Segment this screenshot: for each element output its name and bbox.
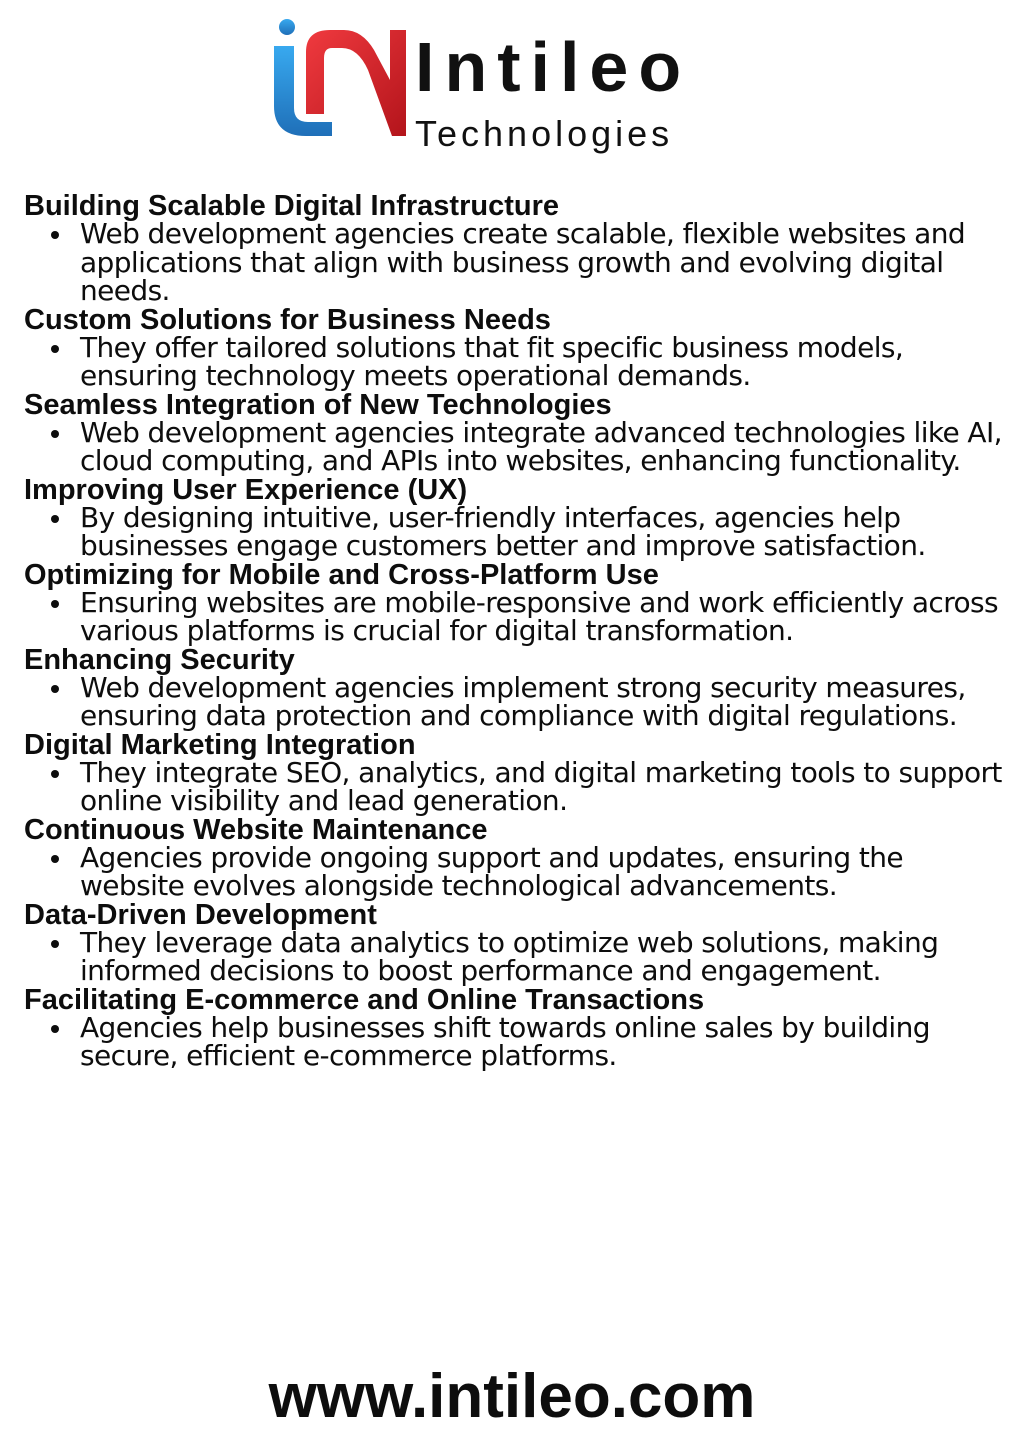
section-title: Data-Driven Development bbox=[24, 898, 377, 931]
section-text: They integrate SEO, analytics, and digital marketing tools to support online visibility and lead generation. bbox=[80, 755, 1002, 817]
bullet-icon bbox=[51, 770, 59, 778]
section-text: They offer tailored solutions that fit specific business models, ensuring technology meets operational demands. bbox=[80, 330, 904, 392]
bullet-list bbox=[24, 840, 1004, 902]
section bbox=[24, 983, 1004, 1072]
bullet-list bbox=[24, 330, 1004, 392]
list-item bbox=[24, 500, 1004, 562]
bullet-icon bbox=[51, 515, 59, 523]
section-title: Enhancing Security bbox=[24, 643, 295, 676]
section-title: Optimizing for Mobile and Cross-Platform Use bbox=[24, 558, 659, 591]
intileo-logo-mark-icon bbox=[270, 18, 410, 143]
section-text: Web development agencies implement strong security measures, ensuring data protection and compliance with digital regulations. bbox=[80, 670, 966, 732]
section bbox=[24, 558, 1004, 647]
section bbox=[24, 388, 1004, 477]
bullet-icon bbox=[51, 1025, 59, 1033]
bullet-list bbox=[24, 585, 1004, 647]
section-text: Ensuring websites are mobile-responsive and work efficiently across various platforms is crucial for digital transformation. bbox=[80, 585, 999, 647]
section-title: Custom Solutions for Business Needs bbox=[24, 303, 551, 336]
bullet-icon bbox=[51, 231, 59, 239]
intileo-logo bbox=[270, 18, 770, 154]
bullet-icon bbox=[51, 345, 59, 353]
bullet-icon bbox=[51, 855, 59, 863]
section-title: Seamless Integration of New Technologies bbox=[24, 388, 612, 421]
section bbox=[24, 192, 1004, 306]
list-item bbox=[24, 330, 1004, 392]
list-item bbox=[24, 217, 1004, 307]
bullet-icon bbox=[51, 940, 59, 948]
section bbox=[24, 303, 1004, 392]
list-item bbox=[24, 670, 1004, 732]
logo-subtitle: Technologies bbox=[415, 113, 674, 154]
section bbox=[24, 473, 1004, 562]
bullet-list bbox=[24, 925, 1004, 987]
list-item bbox=[24, 1010, 1004, 1072]
bullet-list bbox=[24, 1010, 1004, 1072]
section-text: Web development agencies integrate advanced technologies like AI, cloud computing, and APIs into websites, enhancing functionality. bbox=[80, 415, 1002, 477]
logo-wordmark: Intileo bbox=[415, 28, 692, 106]
section-title: Building Scalable Digital Infrastructure bbox=[24, 190, 559, 222]
bullet-list bbox=[24, 500, 1004, 562]
section-text: They leverage data analytics to optimize web solutions, making informed decisions to boost performance and engagement. bbox=[80, 925, 939, 987]
bullet-icon bbox=[51, 600, 59, 608]
section bbox=[24, 813, 1004, 902]
list-item bbox=[24, 925, 1004, 987]
section-text: Web development agencies create scalable, flexible websites and applications that align with business growth and evolving digital needs. bbox=[80, 217, 966, 307]
section-text: Agencies help businesses shift towards online sales by building secure, efficient e-commerce platforms. bbox=[80, 1010, 930, 1072]
website-url: www.intileo.com bbox=[268, 1362, 756, 1431]
list-item bbox=[24, 755, 1004, 817]
bullet-list bbox=[24, 415, 1004, 477]
section bbox=[24, 643, 1004, 732]
list-item bbox=[24, 415, 1004, 477]
section-text: Agencies provide ongoing support and updates, ensuring the website evolves alongside technological advancements. bbox=[80, 840, 904, 902]
bullet-list bbox=[24, 755, 1004, 817]
section bbox=[24, 728, 1004, 817]
section-title: Digital Marketing Integration bbox=[24, 728, 416, 761]
bullet-list bbox=[24, 670, 1004, 732]
section bbox=[24, 898, 1004, 987]
bullet-icon bbox=[51, 430, 59, 438]
content-list bbox=[24, 192, 1004, 1071]
bullet-icon bbox=[51, 685, 59, 693]
list-item bbox=[24, 585, 1004, 647]
section-title: Continuous Website Maintenance bbox=[24, 813, 488, 846]
section-text: By designing intuitive, user-friendly interfaces, agencies help businesses engage customers better and improve satisfaction. bbox=[80, 500, 926, 562]
section-title: Facilitating E-commerce and Online Transactions bbox=[24, 983, 705, 1016]
bullet-list bbox=[24, 217, 1004, 307]
section-title: Improving User Experience (UX) bbox=[24, 473, 468, 506]
list-item bbox=[24, 840, 1004, 902]
